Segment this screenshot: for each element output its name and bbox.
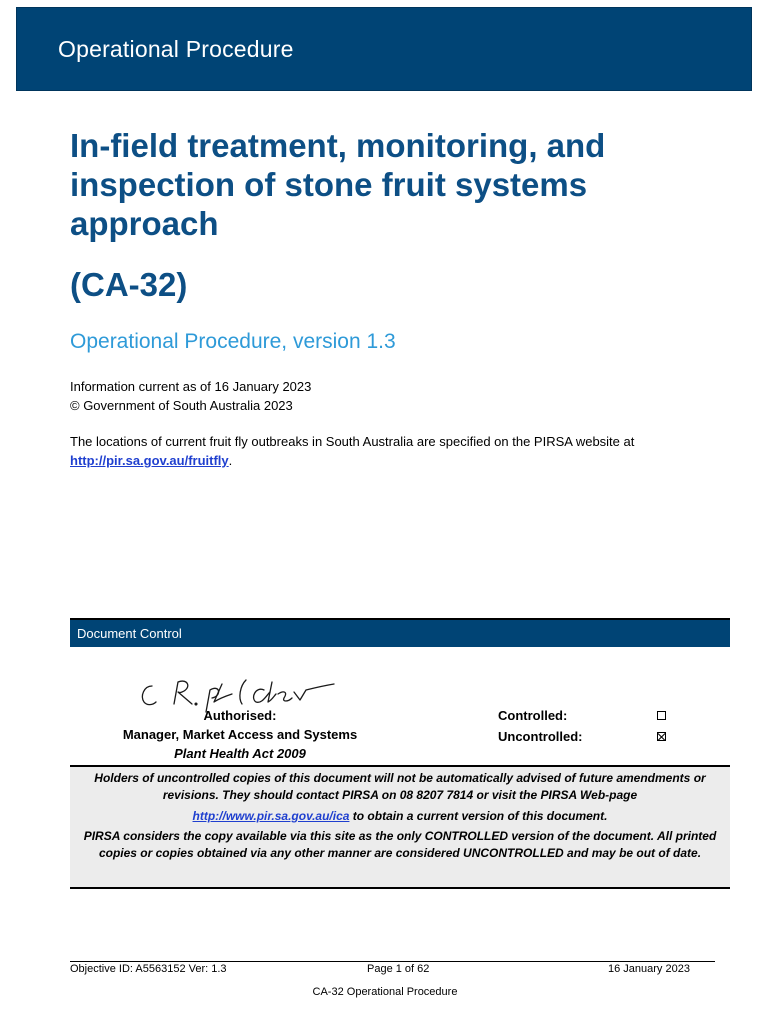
document-control-heading: Document Control [77, 626, 182, 641]
document-control-bar [70, 618, 730, 647]
footer-date: 16 January 2023 [608, 963, 690, 975]
locations-paragraph [70, 432, 710, 470]
fruitfly-link[interactable]: http://pir.sa.gov.au/fruitfly [70, 453, 229, 468]
ica-link[interactable]: http://www.pir.sa.gov.au/ica [192, 809, 350, 823]
header-banner [16, 7, 752, 91]
footer-page-number: Page 1 of 62 [367, 963, 430, 975]
uncontrolled-checkbox[interactable] [657, 732, 666, 741]
controlled-label: Controlled: [498, 708, 568, 723]
authoriser-title: Manager, Market Access and Systems [122, 727, 358, 742]
info-current: Information current as of 16 January 2023 [70, 379, 312, 394]
locations-suffix: . [228, 453, 233, 468]
locations-text: The locations of current fruit fly outbreaks in South Australia are specified on the PIRSA website at [70, 434, 635, 449]
authorised-label: Authorised: [203, 708, 277, 723]
info-block [70, 377, 311, 415]
document-code: (CA-32) [70, 266, 188, 303]
act-name: Plant Health Act 2009 [174, 746, 306, 761]
footer-objective-id: Objective ID: A5563152 Ver: 1.3 [70, 963, 227, 975]
authorisation-block [90, 706, 390, 763]
footer-divider [70, 961, 715, 962]
document-title: In-field treatment, monitoring, and inspection of stone fruit systems approach [70, 127, 606, 242]
info-copyright: © Government of South Australia 2023 [70, 398, 293, 413]
uncontrolled-label: Uncontrolled: [498, 729, 583, 744]
notice-paragraph-1: Holders of uncontrolled copies of this document will not be automatically advised of future amendments or revisions. They should contact PIRSA on 08 8207 7814 or visit the PIRSA Web-page [94, 771, 706, 802]
document-subtitle: Operational Procedure, version 1.3 [70, 330, 396, 353]
notice-paragraph-2 [70, 808, 730, 825]
notice-paragraph-3: PIRSA considers the copy available via this site as the only CONTROLLED version of the document. All printed copies or copies obtained via any other manner are considered UNCONTROLLED and may be out of date. [83, 829, 717, 860]
banner-title: Operational Procedure [58, 36, 294, 62]
footer-document-name: CA-32 Operational Procedure [312, 986, 458, 998]
notice-link-suffix: to obtain a current version of this document. [349, 809, 608, 823]
notice-box [70, 765, 730, 889]
controlled-checkbox[interactable] [657, 711, 666, 720]
